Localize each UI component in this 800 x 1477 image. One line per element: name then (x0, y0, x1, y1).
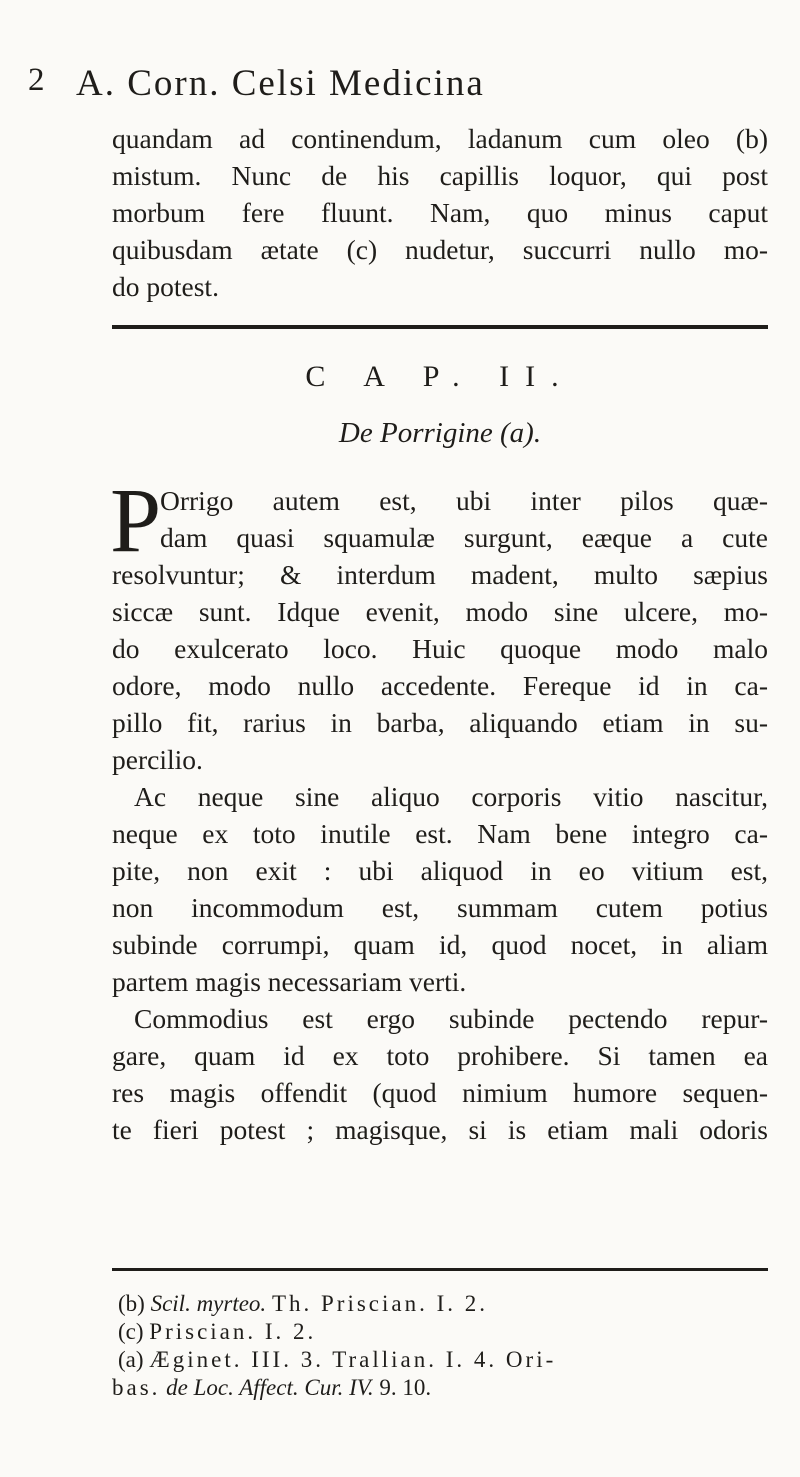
section-divider (112, 325, 768, 329)
footnote-mark: (a) (118, 1347, 144, 1372)
footnote-text: Æginet. III. 3. Trallian. I. 4. Ori- (149, 1347, 557, 1372)
footnote-b (112, 1290, 772, 1318)
text-line: pillo fit, rarius in barba, aliquando etiam in su- (112, 707, 768, 738)
footnote-italic: de Loc. Affect. Cur. IV. (166, 1375, 374, 1400)
chapter-heading: C A P. II. (305, 360, 575, 393)
text-line: pite, non exit : ubi aliquod in eo vitium est, (112, 855, 768, 886)
text-line: do potest. (112, 271, 219, 302)
text-line: Orrigo autem est, ubi inter pilos quæ- (160, 485, 768, 516)
text-line: siccæ sunt. Idque evenit, modo sine ulcere, mo- (112, 596, 768, 627)
footnote-text: Priscian. I. 2. (149, 1319, 317, 1344)
text-line: Commodius est ergo subinde pectendo repur- (134, 1003, 768, 1034)
footnote-text: 9. 10. (379, 1375, 432, 1400)
text-line: resolvuntur; & interdum madent, multo sæpius (112, 559, 768, 590)
footnotes (112, 1290, 772, 1402)
running-title: A. Corn. Celsi Medicina (76, 63, 485, 104)
text-line: te fieri potest ; magisque, si is etiam mali odoris (112, 1114, 768, 1145)
text-line: dam quasi squamulæ surgunt, eæque a cute (160, 522, 768, 553)
text-line: subinde corrumpi, quam id, quod nocet, in aliam (112, 929, 768, 960)
footnote-mark: (b) (118, 1291, 145, 1316)
text-line: non incommodum est, summam cutem potius (112, 892, 768, 923)
footnote-mark: (c) (118, 1319, 144, 1344)
footnote-c (112, 1318, 772, 1346)
paragraph-3 (112, 1000, 768, 1148)
text-line: odore, modo nullo accedente. Fereque id in ca- (112, 670, 768, 701)
text-line: quibusdam ætate (c) nudetur, succurri nullo mo- (112, 234, 768, 265)
chapter-title: De Porrigine (a). (338, 417, 542, 449)
text-line: neque ex toto inutile est. Nam bene integro ca- (112, 818, 768, 849)
paragraph-2 (112, 778, 768, 1000)
running-header (28, 62, 768, 106)
text-line: mistum. Nunc de his capillis loquor, qui post (112, 160, 768, 191)
paragraph-1 (110, 469, 768, 778)
page-number: 2 (28, 62, 46, 98)
footnote-divider (112, 1268, 768, 1271)
text-line: morbum fere fluunt. Nam, quo minus caput (112, 197, 768, 228)
footnote-text: Th. Priscian. I. 2. (271, 1291, 488, 1316)
footnote-text: bas. (112, 1375, 161, 1400)
text-line: res magis offendit (quod nimium humore sequen- (112, 1077, 768, 1108)
footnote-a (112, 1346, 772, 1374)
text-line: partem magis necessariam verti. (112, 966, 467, 997)
continued-paragraph (112, 120, 768, 305)
footnote-a-continued (112, 1374, 772, 1402)
text-line: percilio. (112, 744, 203, 775)
text-line: do exulcerato loco. Huic quoque modo malo (112, 633, 768, 664)
text-line: Ac neque sine aliquo corporis vitio nascitur, (134, 781, 768, 812)
footnote-italic: Scil. myrteo. (150, 1291, 267, 1316)
drop-cap: P (110, 469, 162, 571)
text-line: quandam ad continendum, ladanum cum oleo (b) (112, 123, 768, 154)
text-line: gare, quam id ex toto prohibere. Si tamen ea (112, 1040, 768, 1071)
